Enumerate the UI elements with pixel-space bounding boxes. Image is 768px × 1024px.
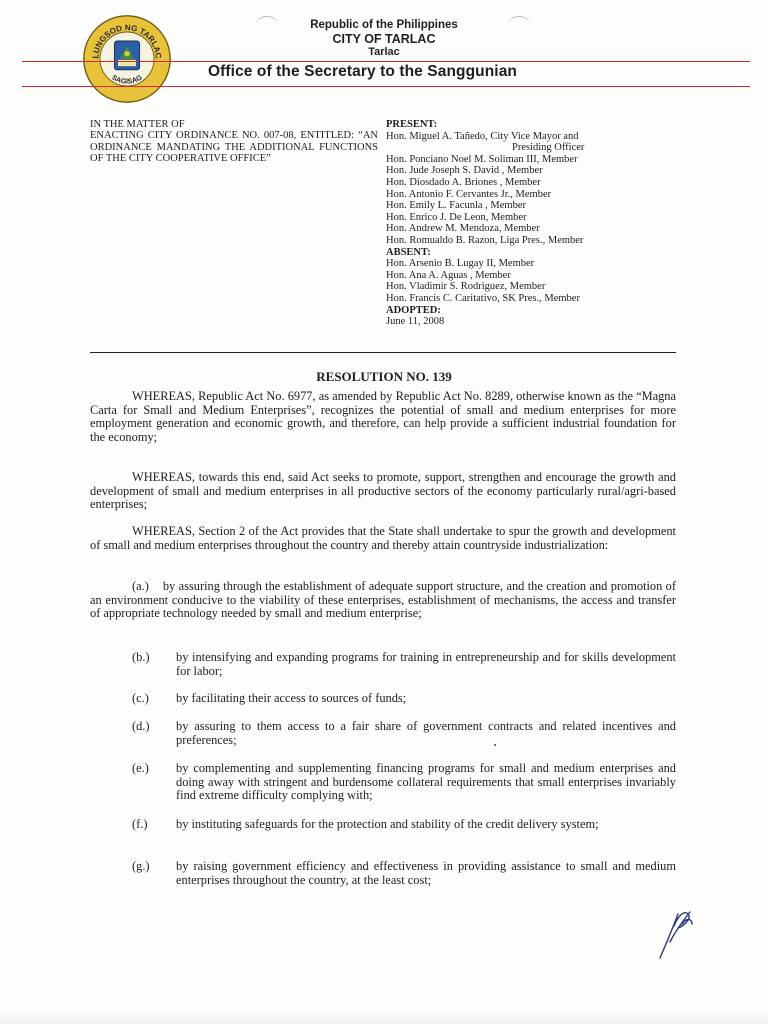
present-label: PRESENT: xyxy=(386,119,438,130)
presiding-role: Presiding Officer xyxy=(512,142,585,154)
header-rule-top xyxy=(22,61,750,62)
member-line: Hon. Romualdo B. Razon, Liga Pres., Member xyxy=(386,234,584,246)
speck xyxy=(494,744,496,746)
attendance-block xyxy=(386,119,646,328)
header-republic: Republic of the Philippines xyxy=(310,19,458,31)
resolution-title: RESOLUTION NO. 139 xyxy=(316,369,452,384)
list-item-text: by raising government efficiency and effectiveness in providing assistance to small and medium enterprises throughout the country, at the least cost; xyxy=(176,859,676,887)
list-item-label: (a.) xyxy=(132,579,149,593)
member-line: Hon. Jude Joseph S. David , Member xyxy=(386,165,543,177)
list-item-label: (c.) xyxy=(132,691,149,705)
list-item xyxy=(90,818,676,832)
list-item-text: by assuring to them access to a fair share of government contracts and related incentives and preferences; xyxy=(176,719,676,747)
member-line: Hon. Andrew M. Mendoza, Member xyxy=(386,223,540,235)
seal-text-bottom: SAGISAG xyxy=(110,72,144,86)
header-province: Tarlac xyxy=(368,46,400,58)
list-item xyxy=(90,860,676,887)
list-item xyxy=(90,720,676,747)
list-item-text: by intensifying and expanding programs for training in entrepreneurship and for skills development for labor; xyxy=(176,650,676,678)
list-item-label: (b.) xyxy=(132,650,150,664)
handwritten-initials xyxy=(652,904,696,960)
whereas-paragraph: WHEREAS, Section 2 of the Act provides that the State shall undertake to spur the growth and development of small and medium enterprises throughout the country and thereby attain countryside industrialization: xyxy=(90,524,676,552)
header-city: CITY OF TARLAC xyxy=(332,32,436,46)
page-edge-shadow xyxy=(0,1010,768,1024)
absent-line: Hon. Francis C. Caritativo, SK Pres., Member xyxy=(386,292,580,304)
seal-text-top: LUNGSOD NG TARLAC xyxy=(91,23,163,59)
list-item-text: by instituting safeguards for the protection and stability of the credit delivery system; xyxy=(176,817,599,831)
whereas-paragraph: WHEREAS, towards this end, said Act seeks to promote, support, strengthen and encourage the growth and development of small and medium enterprises in all productive sectors of the economy particularly rural/agri-based enterprises; xyxy=(90,470,676,512)
list-item-text: by facilitating their access to sources of funds; xyxy=(176,691,407,705)
matter-block xyxy=(90,119,378,165)
list-item-label: (g.) xyxy=(132,859,150,873)
header-rule-bottom xyxy=(22,86,750,87)
list-item-text: by assuring through the establishment of adequate support structure, and the creation and promotion of an environment conducive to the viability of these enterprises, establishment of mechanisms, the access and transfer of appropriate technology needed by small and medium enterprise; xyxy=(90,579,676,621)
matter-line: IN THE MATTER OF xyxy=(90,119,185,130)
whereas-paragraph: WHEREAS, Republic Act No. 6977, as amended by Republic Act No. 8289, otherwise known as the “Magna Carta for Small and Medium Enterprises”, recognizes the potential of small and medium enterprises for more employment generation and economic growth, and therefore, can help provide a sufficient industrial foundation for the economy; xyxy=(90,389,676,444)
list-item-text: by complementing and supplementing financing programs for small and medium enterprises and doing away with stringent and burdensome collateral requirements that small enterprises invariably find extreme difficulty complying with; xyxy=(176,761,676,803)
member-line: Hon. Emily L. Facunla , Member xyxy=(386,200,526,212)
list-item-a xyxy=(90,580,676,621)
presiding-officer: Hon. Miguel A. Tañedo, City Vice Mayor and xyxy=(386,130,579,142)
matter-line: ENACTING CITY ORDINANCE NO. 007-08, ENTITLED: “AN ORDINANCE MANDATING THE ADDITIONAL FUNCTIONS OF THE CITY COOPERATIVE OFFICE” xyxy=(90,130,378,165)
list-item xyxy=(90,762,676,803)
absent-label: ABSENT: xyxy=(386,246,431,258)
adopted-date: June 11, 2008 xyxy=(386,316,445,328)
list-item-label: (e.) xyxy=(132,761,149,775)
absent-line: Hon. Ana A. Aguas , Member xyxy=(386,269,511,281)
member-line: Hon. Diosdado A. Briones , Member xyxy=(386,176,541,188)
section-divider xyxy=(90,352,676,353)
absent-line: Hon. Vladimir S. Rodriguez, Member xyxy=(386,281,546,293)
list-item-label: (f.) xyxy=(132,817,148,831)
absent-line: Hon. Arsenio B. Lugay II, Member xyxy=(386,258,535,270)
member-line: Hon. Ponciano Noel M. Soliman III, Member xyxy=(386,153,578,165)
member-line: Hon. Enrico J. De Leon, Member xyxy=(386,211,527,223)
list-item-label: (d.) xyxy=(132,719,150,733)
list-item xyxy=(90,651,676,678)
list-item xyxy=(90,692,676,706)
adopted-label: ADOPTED: xyxy=(386,304,441,316)
member-line: Hon. Antonio F. Cervantes Jr., Member xyxy=(386,188,552,200)
office-title: Office of the Secretary to the Sanggunian xyxy=(208,63,517,80)
